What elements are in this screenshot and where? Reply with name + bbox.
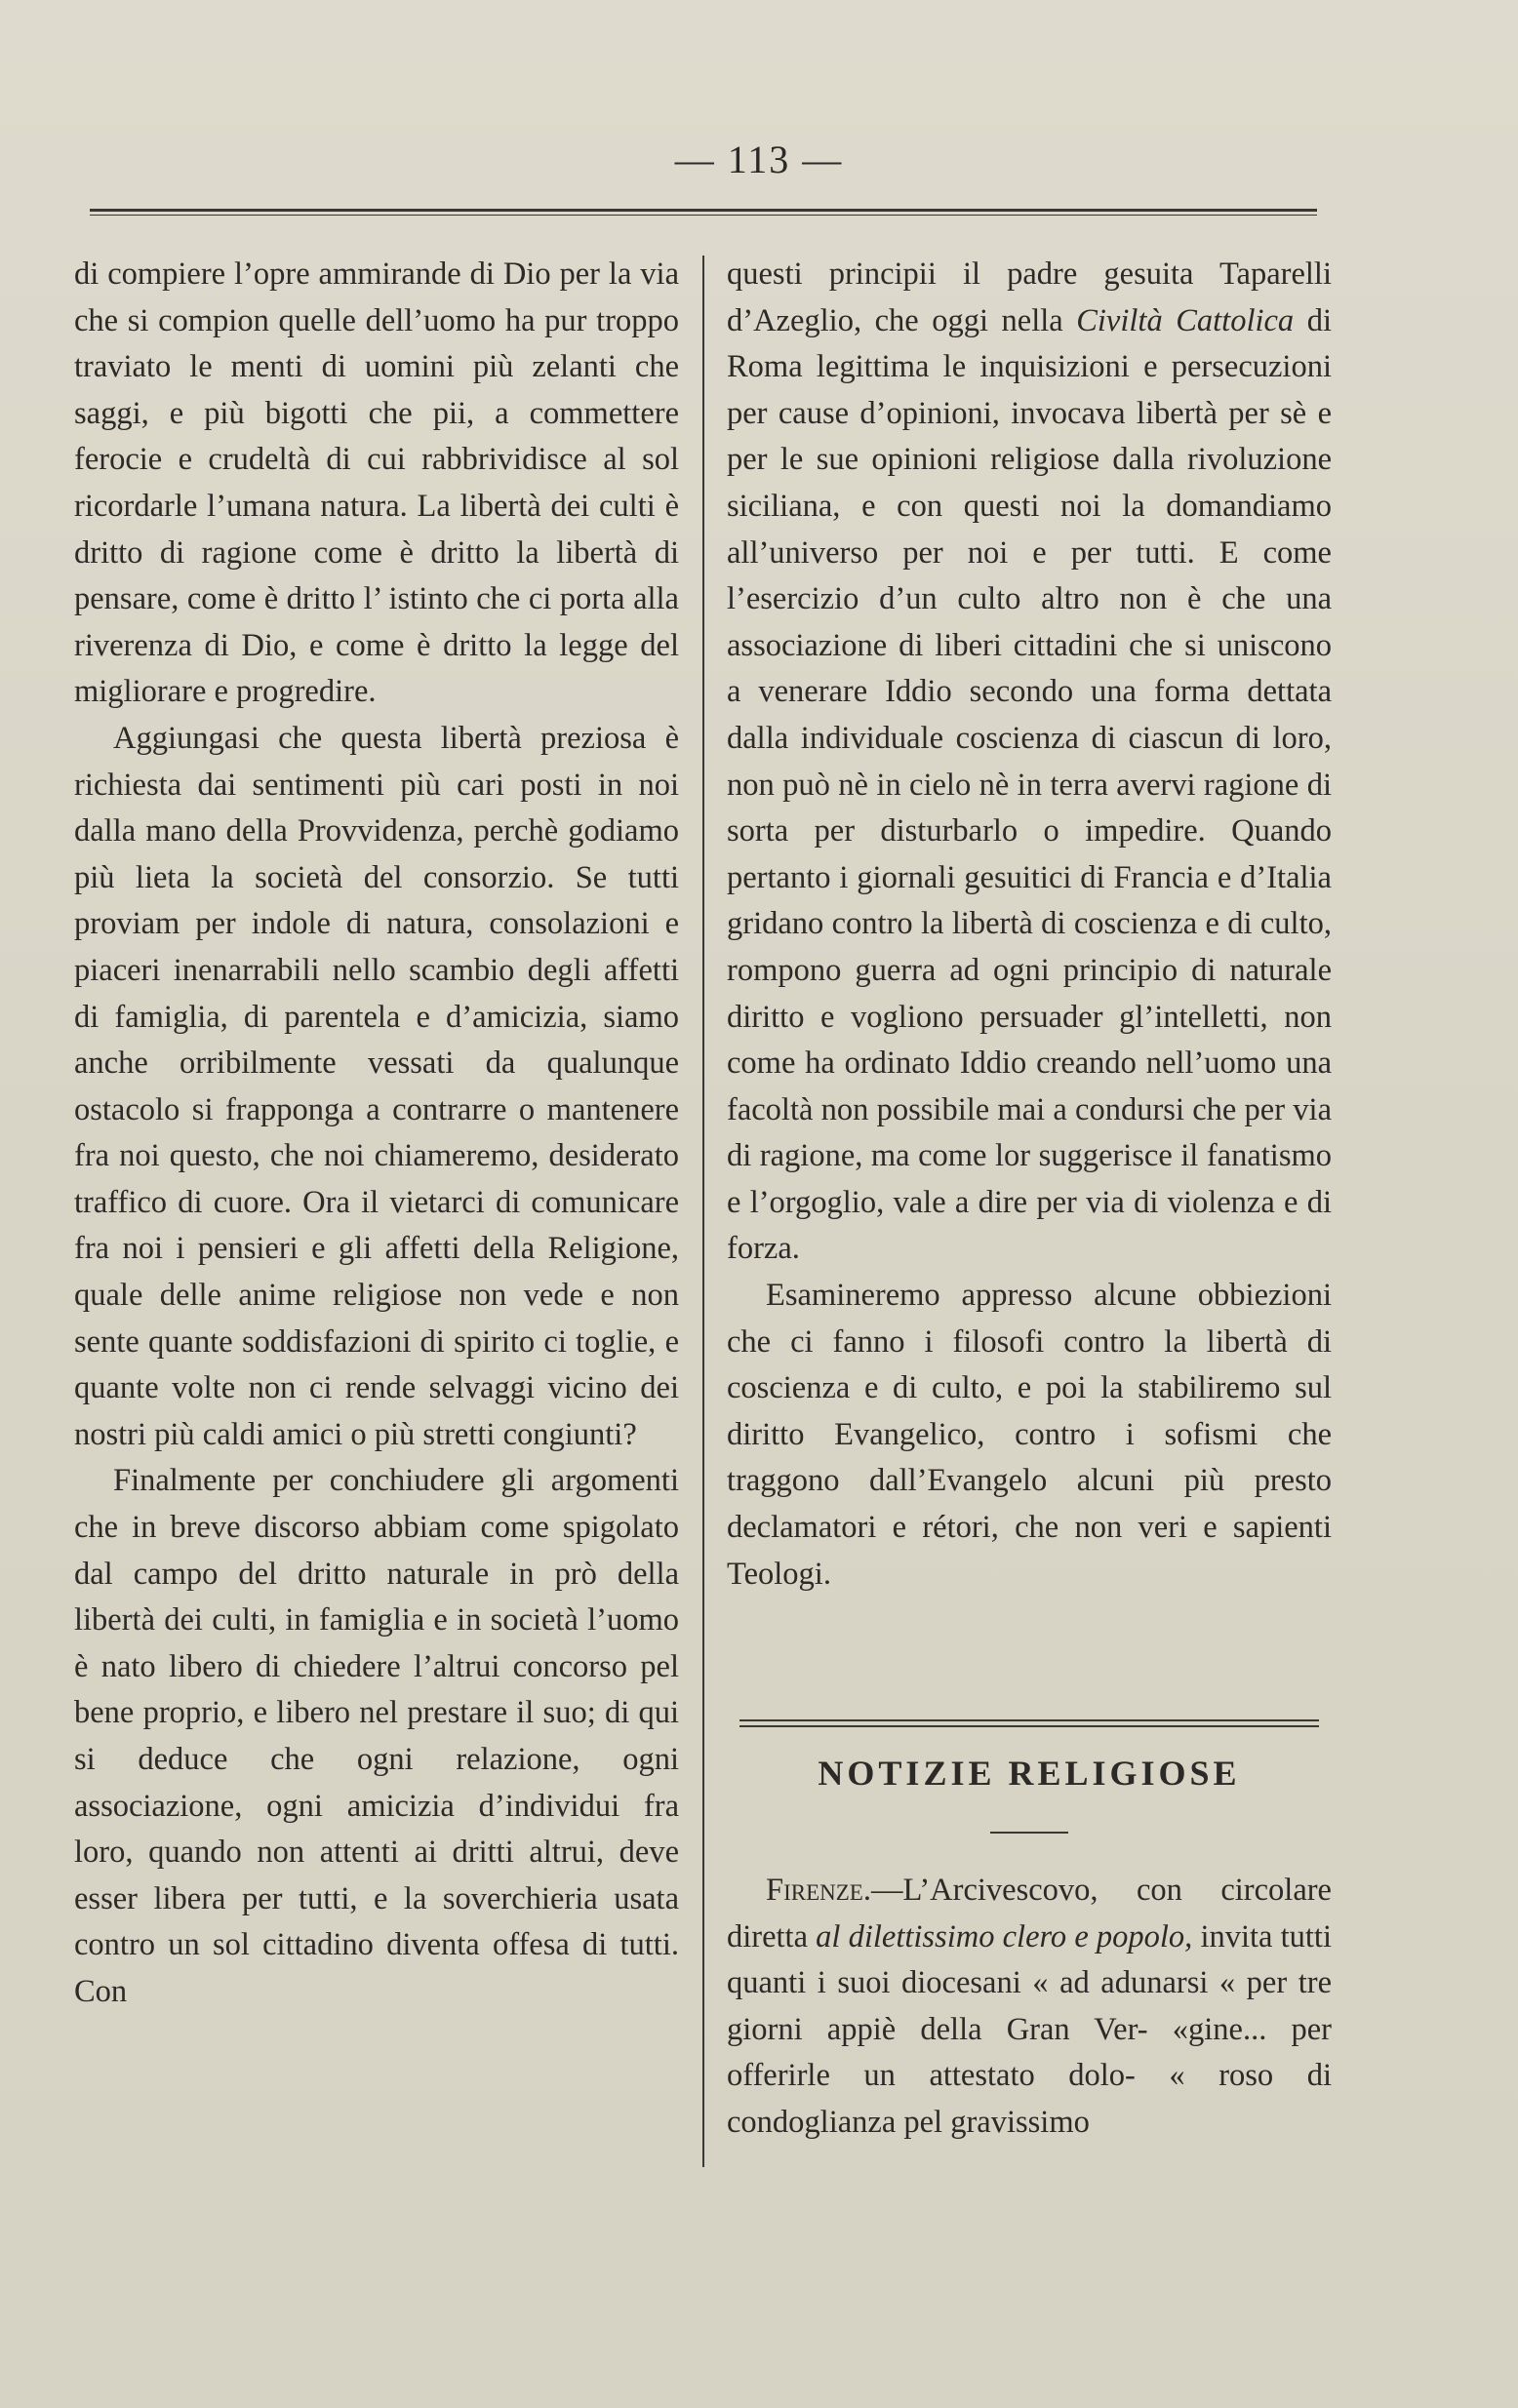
- news-item: [727, 1868, 1332, 2147]
- section-rule: [739, 1719, 1319, 1727]
- left-column: [74, 252, 679, 2016]
- news-quote: al dilettissimo clero e popolo,: [816, 1918, 1193, 1954]
- left-paragraph-3: Finalmente per conchiudere gli argomenti che in breve discorso abbiam come spigolato dal campo del dritto naturale in prò della libertà dei culti, in famiglia e in società l’uomo è nato libero di chiedere l’altrui concorso pel bene proprio, e libero nel prestare il suo; di qui si deduce che ogni relazione, ogni associazione, ogni amicizia d’individui fra loro, quando non attenti ai dritti altrui, deve esser libera per tutti, e la soverchieria usata contro un sol cittadino diventa offesa di tutti. Con: [74, 1463, 679, 2009]
- right-paragraph-1-text-b: di Roma legittima le inquisizioni e persecuzioni per cause d’opinioni, invocava libertà per sè e per le sue opinioni religiose dalla rivoluzione siciliana, e con questi noi la domandiamo all’universo per noi e per tutti. E come l’esercizio d’un culto altro non è che una associazione di liberi cittadini che si uniscono a venerare Iddio secondo una forma dettata dalla individuale coscienza di ciascun di loro, non può nè in cielo nè in terra avervi ragione di sorta per disturbarlo o impedire. Quando pertanto i giornali gesuitici di Francia e d’Italia gridano contro la libertà di coscienza e di culto, rompono guerra ad ogni principio di naturale diritto e vogliono persuader gl’intelletti, non come ha ordinato Iddio creando nell’uomo una facoltà non possibile mai a condursi che per via di ragione, ma come lor suggerisce il fanatismo e l’orgoglio, vale a dire per via di violenza e di forza.: [727, 302, 1332, 1267]
- right-paragraph-2: Esamineremo appresso alcune obbiezioni che ci fanno i filosofi contro la libertà di coscienza e di culto, e poi la stabiliremo sul diritto Evangelico, contro i sofismi che traggono dall’Evangelo alcuni più presto declamatori e rétori, che non veri e sapienti Teologi.: [727, 1278, 1332, 1592]
- page-number: — 113 —: [674, 138, 844, 181]
- section-short-rule: [990, 1832, 1068, 1834]
- left-paragraph-2: Aggiungasi che questa libertà preziosa è richiesta dai sentimenti più cari posti in noi dalla mano della Provvidenza, perchè godiamo più lieta la società del consorzio. Se tutti proviam per indole di natura, consolazioni e piaceri inenarrabili nello scambio degli affetti di famiglia, di parentela e d’amicizia, siamo anche orribilmente vessati da qualunque ostacolo si frapponga a contrarre o mantenere fra noi questo, che noi chiameremo, desiderato traffico di cuore. Ora il vietarci di comunicare fra noi i pensieri e gli affetti della Religione, quale delle anime religiose non vede e non sente quante soddisfazioni di spirito ci toglie, e quante volte non ci rende selvaggi vicino dei nostri più caldi amici o più stretti congiunti?: [74, 720, 679, 1452]
- column-divider: [702, 256, 704, 2167]
- left-paragraph-1: di compiere l’opre ammirande di Dio per la via che si compion quelle dell’uomo ha pur troppo traviato le menti di uomini più zelanti che saggi, e più bigotti che pii, a commettere ferocie e crudeltà di cui rabbrividisce al sol ricordarle l’umana natura. La libertà dei culti è dritto di ragione come è dritto la libertà di pensare, come è dritto l’ istinto che ci porta alla riverenza di Dio, e come è dritto la legge del migliorare e progredire.: [74, 257, 679, 710]
- news-text-b: invita tutti quanti i suoi diocesani « ad adunarsi « per tre giorni appiè della Gran Ver- «gine... per offerirle un attestato dolo- « roso di condoglianza pel gravissimo: [727, 1918, 1332, 2140]
- news-text-a: —L’Arcivescovo, con circolare diretta: [727, 1873, 1332, 1954]
- newspaper-title: Civiltà Cattolica: [1076, 302, 1295, 338]
- section-title: NOTIZIE RELIGIOSE: [818, 1754, 1241, 1793]
- header-rule: [90, 209, 1317, 216]
- right-column: [727, 252, 1332, 1598]
- right-paragraph-1-text-a: questi principii il padre gesuita Taparelli d’Azeglio, che oggi nella: [727, 257, 1332, 338]
- news-paragraph: [727, 1868, 1332, 2147]
- news-place: Firenze.: [766, 1873, 871, 1908]
- right-paragraph-1: [727, 252, 1332, 1273]
